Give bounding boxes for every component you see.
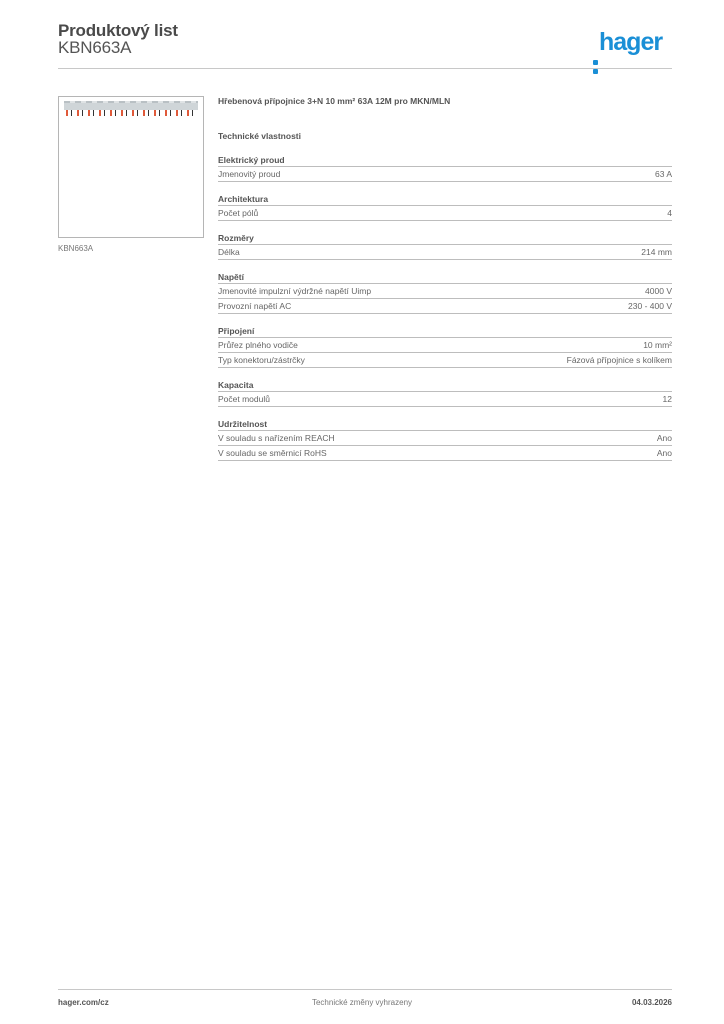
spec-label: Délka [218,247,240,257]
spec-label: Jmenovitý proud [218,169,281,179]
spec-label: Provozní napětí AC [218,301,292,311]
spec-label: V souladu s nařízením REACH [218,433,335,443]
group-title: Architektura [218,192,672,206]
spec-group-sustainability [218,417,672,461]
spec-row [218,206,672,221]
spec-value: Fázová přípojnice s kolíkem [566,355,672,365]
image-caption: KBN663A [58,244,94,253]
logo-text: hager [599,28,663,56]
footer-notice: Technické změny vyhrazeny [311,998,413,1007]
spec-group-architecture [218,192,672,221]
product-title: Hřebenová přípojnice 3+N 10 mm² 63A 12M pro MKN/MLN [218,96,451,106]
spec-content [218,96,672,461]
spec-label: Počet modulů [218,394,270,404]
spec-group-electric-current [218,153,672,182]
spec-group-voltage [218,270,672,314]
product-image [58,96,204,238]
spec-row [218,431,672,446]
footer-divider [58,989,672,990]
spec-label: V souladu se směrnicí RoHS [218,448,327,458]
spec-value: 12 [662,394,672,404]
spec-label: Typ konektoru/zástrčky [218,355,305,365]
spec-row [218,299,672,314]
spec-value: Ano [656,433,672,443]
spec-group-capacity [218,378,672,407]
spec-value: 10 mm² [643,340,672,350]
group-title: Napětí [218,270,672,284]
group-title: Připojení [218,324,672,338]
group-title: Elektrický proud [218,153,672,167]
spec-row [218,353,672,368]
spec-label: Průřez plného vodiče [218,340,298,350]
group-title: Udržitelnost [218,417,672,431]
group-title: Kapacita [218,378,672,392]
product-code: KBN663A [58,38,132,57]
footer-website-link[interactable]: hager.com/cz [58,998,109,1007]
spec-value: 230 - 400 V [628,301,672,311]
document-title: Produktový list [58,21,178,40]
busbar-image-icon [64,101,198,117]
spec-value: Ano [656,448,672,458]
spec-group-connection [218,324,672,368]
spec-row [218,284,672,299]
spec-row [218,392,672,407]
spec-row [218,446,672,461]
spec-value: 4000 V [645,286,672,296]
spec-value: 214 mm [641,247,672,257]
hager-logo [593,27,662,57]
footer-date: 04.03.2026 [631,998,672,1007]
group-title: Rozměry [218,231,672,245]
spec-value: 63 A [654,169,672,179]
spec-label: Jmenovité impulzní výdržné napětí Uimp [218,286,372,296]
spec-group-dimensions [218,231,672,260]
section-title: Technické vlastnosti [218,131,301,141]
header-divider [58,68,672,69]
spec-row [218,338,672,353]
spec-row [218,245,672,260]
spec-label: Počet pólů [218,208,259,218]
spec-value: 4 [667,208,672,218]
spec-row [218,167,672,182]
